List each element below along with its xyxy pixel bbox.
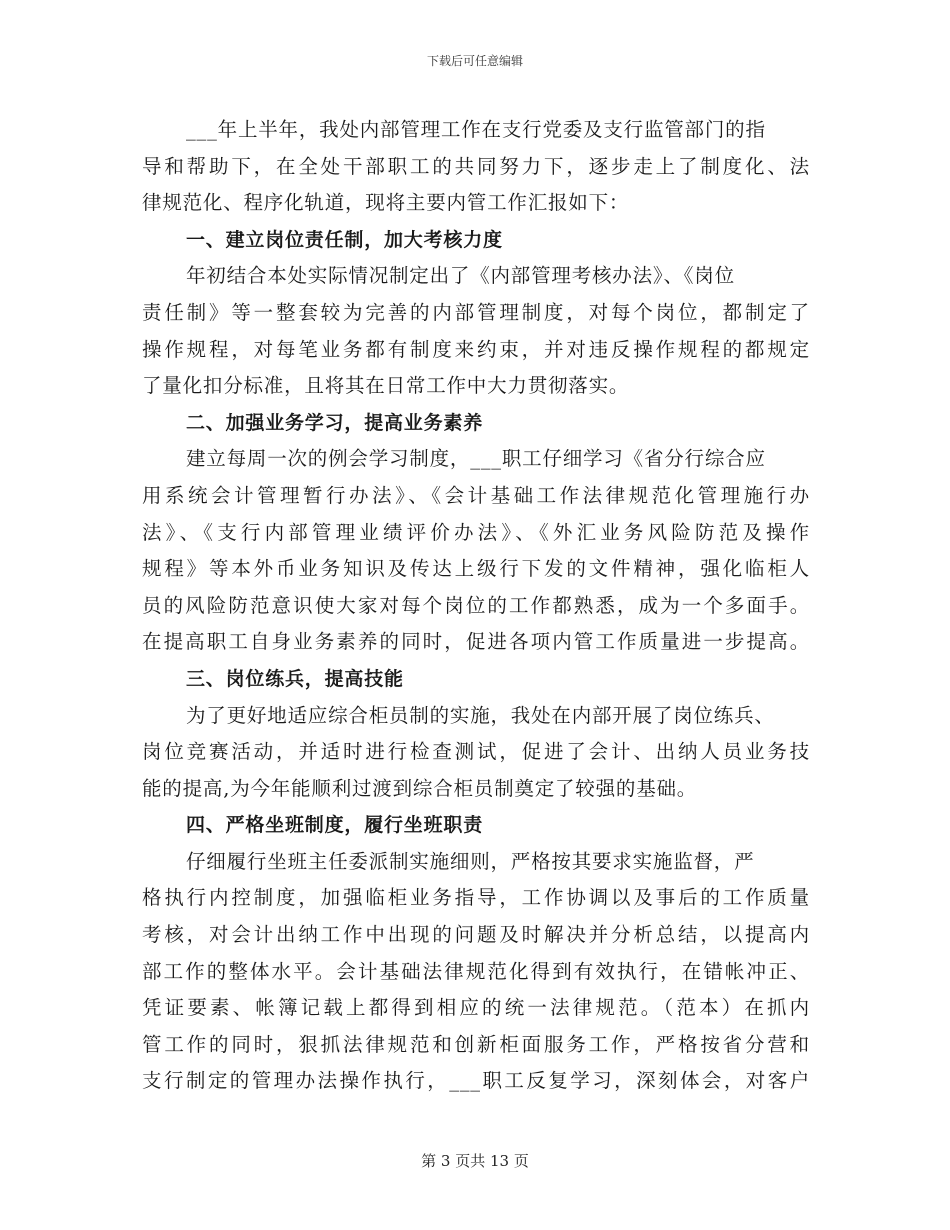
paragraph-line: 律规范化、程序化轨道，现将主要内管工作汇报如下： bbox=[142, 191, 630, 215]
paragraph-line: 在提高职工自身业务素养的同时，促进各项内管工作质量进一步提高。 bbox=[142, 630, 810, 654]
section-heading-3: 三、岗位练兵，提高技能 bbox=[186, 667, 404, 690]
paragraph-line: 岗位竞赛活动，并适时进行检查测试，促进了会计、出纳人员业务技 bbox=[142, 740, 810, 764]
paragraph-line: 建立每周一次的例会学习制度，___职工仔细学习《省分行综合应 bbox=[186, 447, 766, 471]
paragraph-line: 操作规程，对每笔业务都有制度来约束，并对违反操作规程的都规定 bbox=[142, 337, 810, 361]
paragraph-line: 部工作的整体水平。会计基础法律规范化得到有效执行，在错帐冲正、 bbox=[142, 959, 810, 983]
paragraph-line: 规程》等本外币业务知识及传达上级行下发的文件精神，强化临柜人 bbox=[142, 557, 810, 581]
paragraph-line: 仔细履行坐班主任委派制实施细则，严格按其要求实施监督，严 bbox=[186, 849, 755, 873]
paragraph-line: 用系统会计管理暂行办法》、《会计基础工作法律规范化管理施行办 bbox=[142, 483, 810, 507]
section-heading-2: 二、加强业务学习，提高业务素养 bbox=[186, 411, 484, 434]
paragraph-line: 能的提高,为今年能顺利过渡到综合柜员制奠定了较强的基础。 bbox=[142, 776, 698, 800]
paragraph-line: 考核，对会计出纳工作中出现的问题及时解决并分析总结，以提高内 bbox=[142, 923, 810, 947]
paragraph-line: 了量化扣分标准，且将其在日常工作中大力贯彻落实。 bbox=[142, 374, 630, 398]
section-heading-4: 四、严格坐班制度，履行坐班职责 bbox=[186, 814, 484, 837]
page-header: 下载后可任意编辑 bbox=[426, 54, 523, 68]
document-body bbox=[142, 112, 810, 1100]
paragraph-line: 为了更好地适应综合柜员制的实施，我处在内部开展了岗位练兵、 bbox=[186, 703, 775, 727]
page-number-footer: 第 3 页共 13 页 bbox=[421, 1152, 529, 1170]
paragraph-line: 责任制》等一整套较为完善的内部管理制度，对每个岗位，都制定了 bbox=[142, 300, 810, 324]
paragraph-line: 凭证要素、帐簿记载上都得到相应的统一法律规范。（范本）在抓内 bbox=[142, 996, 810, 1020]
paragraph-line: 员的风险防范意识使大家对每个岗位的工作都熟悉，成为一个多面手。 bbox=[142, 593, 810, 617]
paragraph-line: 管工作的同时，狠抓法律规范和创新柜面服务工作，严格按省分营和 bbox=[142, 1032, 810, 1056]
paragraph-line: ___年上半年，我处内部管理工作在支行党委及支行监管部门的指 bbox=[186, 118, 766, 141]
paragraph-line: 年初结合本处实际情况制定出了《内部管理考核办法》、《岗位 bbox=[186, 264, 735, 288]
paragraph-line: 法》、《支行内部管理业绩评价办法》、《外汇业务风险防范及操作 bbox=[142, 520, 810, 544]
section-heading-1: 一、建立岗位责任制，加大考核力度 bbox=[186, 228, 503, 251]
paragraph-line: 格执行内控制度，加强临柜业务指导，工作协调以及事后的工作质量 bbox=[142, 886, 810, 910]
paragraph-line: 支行制定的管理办法操作执行，___职工反复学习，深刻体会，对客户 bbox=[142, 1069, 810, 1093]
paragraph-line: 导和帮助下，在全处干部职工的共同努力下，逐步走上了制度化、法 bbox=[142, 154, 810, 178]
